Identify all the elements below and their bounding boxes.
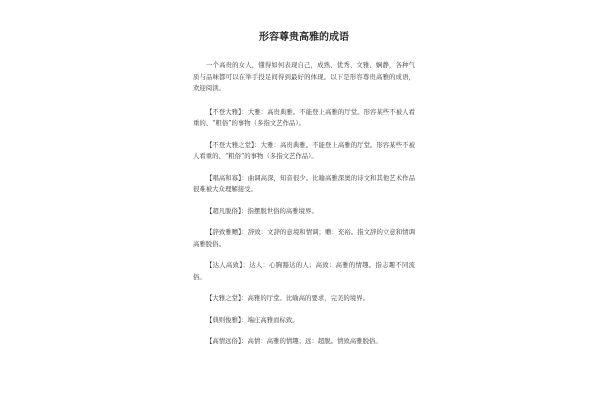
document-page — [193, 32, 415, 358]
idiom-entry-chang-gao-he-gua: 【唱高和寡】：曲调高深，知音很少。比喻高雅深奥的诗文和其他艺术作品很难被大众理解接受。 — [193, 173, 415, 193]
idiom-entry-da-ya-zhi-tang: 【大雅之堂】：高雅的厅堂。比喻高的要求，完美的境界。 — [206, 294, 369, 302]
idiom-entry-da-ren-gao-zhi: 【达人高致】：达人：心胸豁达的人；高致：高雅的情趣。指志趣不同流俗。 — [193, 261, 415, 281]
idiom-entry-gao-qing-yuan-su: 【高情远俗】：高情：高雅的情趣；远：超脱。情致高雅脱俗。 — [206, 337, 382, 345]
document-title: 形容尊贵高雅的成语 — [259, 32, 349, 43]
idiom-entry-bu-deng-da-ya-zhi-tang: 【不登大雅之堂】：大雅：高贵典雅。不能登上高雅的厅堂。形容某些不被人看重的、“粗俗”的事物（多指文艺作品）。 — [193, 140, 415, 160]
idiom-entry-chao-fan-tuo-su: 【超凡脱俗】：指摆脱世俗的高雅境界。 — [206, 206, 318, 215]
idiom-entry-dian-ze-jun-ya: 【典则俊雅】：端庄高雅而标致。 — [206, 315, 299, 324]
idiom-entry-bu-deng-da-ya: 【不登大雅】：大雅：高贵典雅。不能登上高雅的厅堂。形容某些不被人看重的、“粗俗”的事物（多指文艺作品）。 — [193, 107, 415, 127]
intro-paragraph: 一个高贵的女人，懂得如何表现自己，成熟、优秀、文雅、娴静，各种气质与品味都可以在举手投足间得到最好的体现。以下是形容尊贵高雅的成语，欢迎阅读。 — [193, 61, 415, 92]
idiom-entry-ci-zhi-ya-shan: 【辞致雅赡】：辞致：文辞的意境和情调；赡：充裕。指文辞的立意和情调高雅脱俗。 — [193, 228, 415, 248]
